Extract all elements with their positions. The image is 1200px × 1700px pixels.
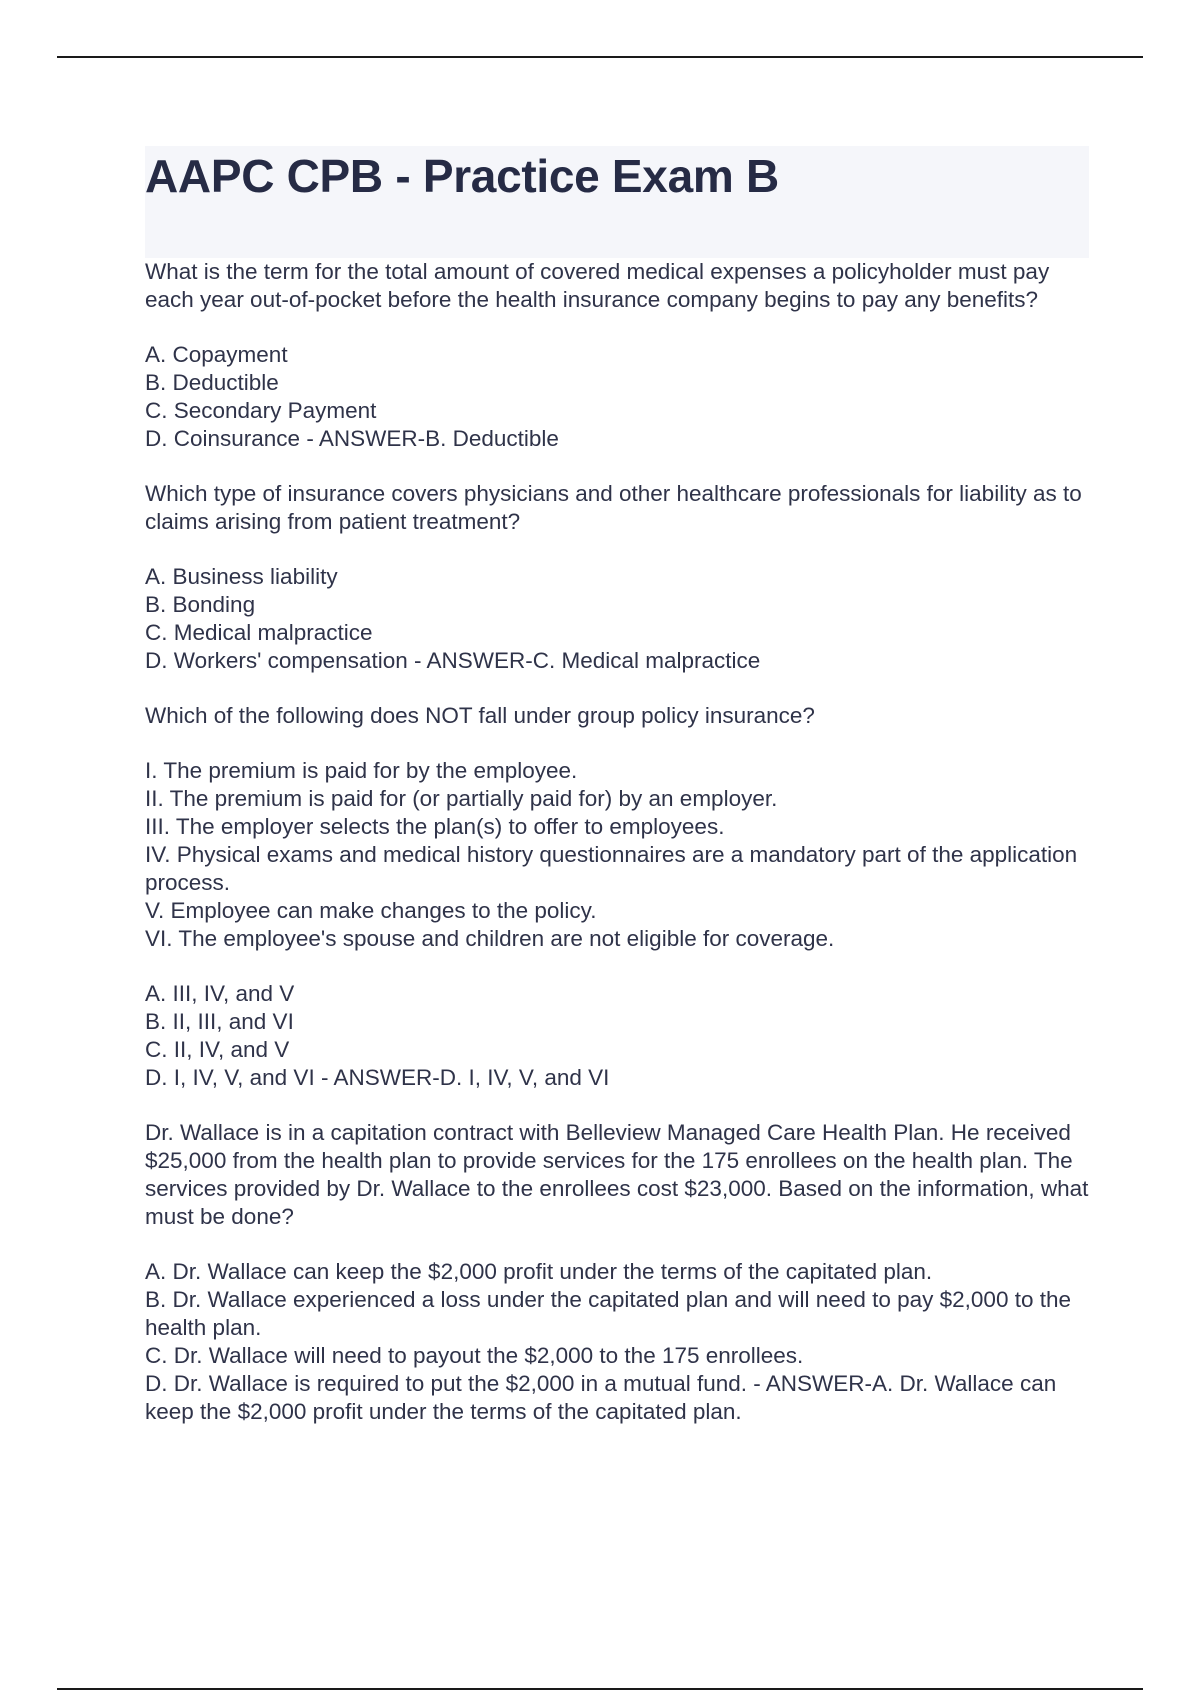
statement-iv: IV. Physical exams and medical history questionnaires are a mandatory part of the application process.	[145, 842, 1078, 895]
option-c: C. Medical malpractice	[145, 620, 373, 645]
statement-i: I. The premium is paid for by the employee.	[145, 758, 578, 783]
option-b: B. II, III, and VI	[145, 1009, 294, 1034]
option-d-with-answer: D. I, IV, V, and VI - ANSWER-D. I, IV, V, and VI	[145, 1065, 610, 1090]
option-c: C. II, IV, and V	[145, 1037, 290, 1062]
option-a: A. Copayment	[145, 342, 288, 367]
document-title: AAPC CPB - Practice Exam B	[145, 150, 779, 202]
statement-iii: III. The employer selects the plan(s) to offer to employees.	[145, 814, 725, 839]
option-c: C. Dr. Wallace will need to payout the $2,000 to the 175 enrollees.	[145, 1343, 804, 1368]
statement-v: V. Employee can make changes to the policy.	[145, 898, 597, 923]
question-block-3	[145, 702, 1089, 1092]
bottom-rule	[57, 1688, 1143, 1690]
question-block-2	[145, 480, 1089, 675]
question-text: Which type of insurance covers physicians and other healthcare professionals for liability as to claims arising from patient treatment?	[145, 481, 1082, 534]
question-text: Which of the following does NOT fall under group policy insurance?	[145, 703, 815, 728]
option-b: B. Deductible	[145, 370, 279, 395]
top-rule	[57, 56, 1143, 58]
option-d-with-answer: D. Dr. Wallace is required to put the $2,000 in a mutual fund. - ANSWER-A. Dr. Wallace can keep the $2,000 profit under the terms of the capitated plan.	[145, 1371, 1057, 1424]
option-a: A. Business liability	[145, 564, 338, 589]
question-text: What is the term for the total amount of covered medical expenses a policyholder must pay each year out-of-pocket before the health insurance company begins to pay any benefits?	[145, 259, 1050, 312]
document-body	[145, 146, 1089, 1426]
option-a: A. III, IV, and V	[145, 981, 295, 1006]
statement-ii: II. The premium is paid for (or partially paid for) by an employer.	[145, 786, 778, 811]
question-block-4	[145, 1119, 1089, 1426]
question-block-1	[145, 258, 1089, 453]
option-b: B. Bonding	[145, 592, 256, 617]
option-d-with-answer: D. Workers' compensation - ANSWER-C. Medical malpractice	[145, 648, 761, 673]
option-b: B. Dr. Wallace experienced a loss under the capitated plan and will need to pay $2,000 to the health plan.	[145, 1287, 1072, 1340]
option-d-with-answer: D. Coinsurance - ANSWER-B. Deductible	[145, 426, 559, 451]
question-text: Dr. Wallace is in a capitation contract with Belleview Managed Care Health Plan. He received $25,000 from the health plan to provide services for the 175 enrollees on the health plan. The services provided by Dr. Wallace to the enrollees cost $23,000. Based on the information, what must be done?	[145, 1120, 1089, 1229]
statement-vi: VI. The employee's spouse and children are not eligible for coverage.	[145, 926, 835, 951]
title-band	[145, 146, 1089, 258]
option-c: C. Secondary Payment	[145, 398, 377, 423]
option-a: A. Dr. Wallace can keep the $2,000 profit under the terms of the capitated plan.	[145, 1259, 933, 1284]
